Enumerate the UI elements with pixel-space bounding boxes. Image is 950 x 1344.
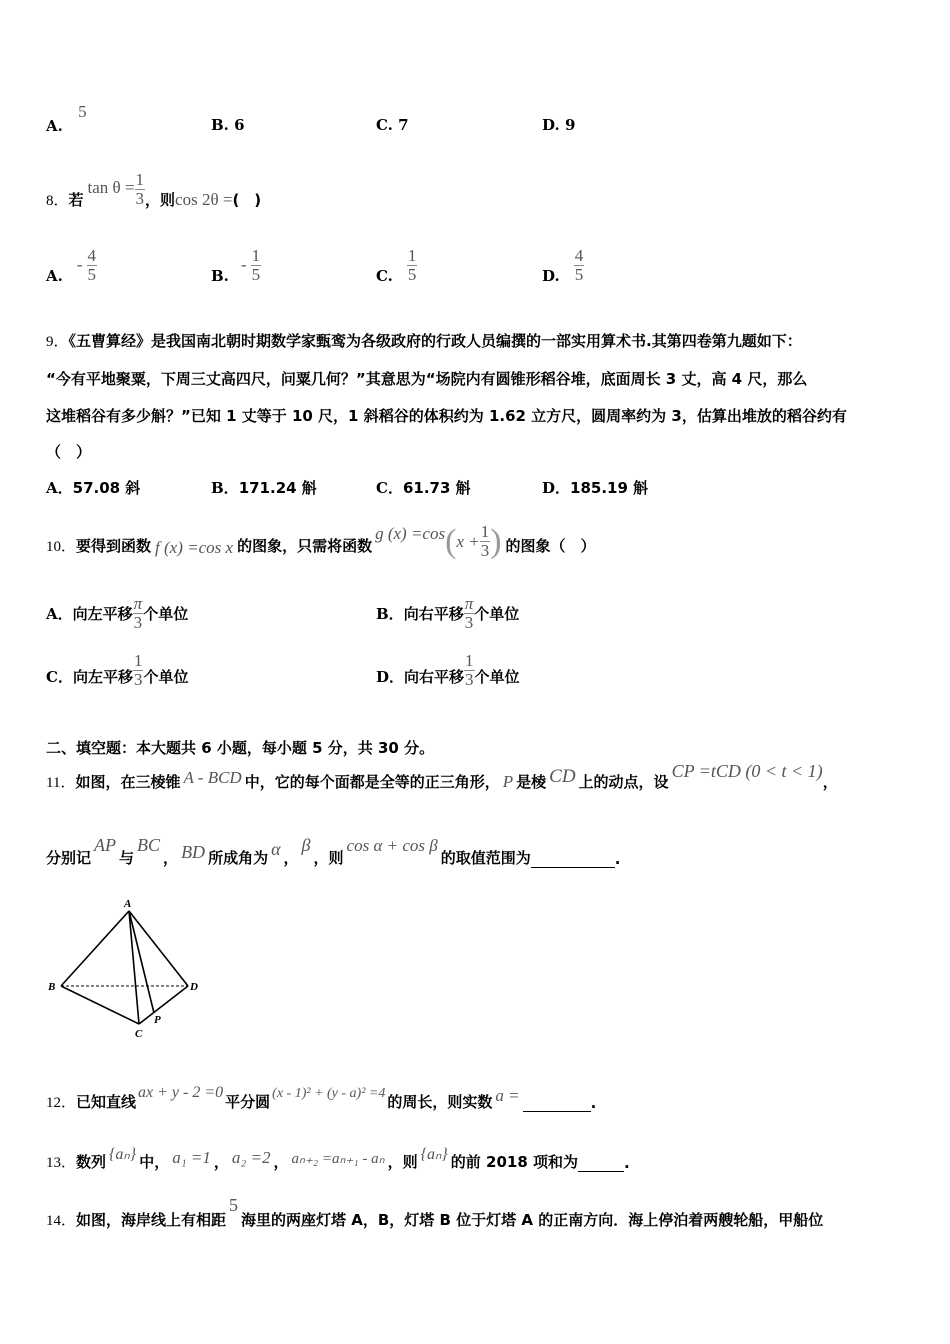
question-text: 分别记 xyxy=(46,849,92,867)
denominator: 5 xyxy=(251,264,261,284)
question-text: ，则 xyxy=(387,1153,418,1171)
denominator: 5 xyxy=(407,264,417,284)
option-label: B． xyxy=(376,605,404,623)
denominator: 5 xyxy=(87,264,97,284)
question-11-line-1 xyxy=(46,760,838,792)
denominator: 3 xyxy=(465,670,474,689)
right-paren: ) xyxy=(490,523,502,560)
math-text: CD xyxy=(549,766,576,787)
option-label: A. xyxy=(46,267,63,285)
option-label: D． xyxy=(376,668,405,686)
question-number: 9． xyxy=(46,334,69,350)
question-text: 中，它的每个面都是全等的正三角形， xyxy=(244,773,500,791)
option-value: 185.19 斛 xyxy=(570,479,649,497)
question-text: ， xyxy=(822,773,838,791)
answer-bracket: ( ) xyxy=(232,191,262,209)
question-9-line-3: 这堆稻谷有多少斛？”已知 1 丈等于 10 尺，1 斜稻谷的体积约为 1.62 立方尺，圆周率约为 3，估算出堆放的稻谷约有 xyxy=(46,407,847,425)
math-text: cos 2θ = xyxy=(175,190,233,209)
math-text: cos α + cos β xyxy=(346,836,438,855)
question-text: ， xyxy=(213,1153,229,1171)
math-text: a₁ =1 xyxy=(172,1148,211,1167)
fraction xyxy=(464,595,475,632)
question-text: 与 xyxy=(119,849,135,867)
math-text: P xyxy=(502,772,514,791)
answer-blank[interactable] xyxy=(531,853,615,868)
q9-option-b xyxy=(211,477,317,498)
option-value: 57.08 斜 xyxy=(72,479,141,497)
question-text: 的图象，只需将函数 xyxy=(237,537,373,555)
math-text: aₙ₊₂ =aₙ₊₁ - aₙ xyxy=(291,1151,385,1167)
numerator: 1 xyxy=(135,170,145,189)
direction: 向右平移 xyxy=(404,668,465,686)
question-text: ， xyxy=(283,849,299,867)
unit: 个单位 xyxy=(474,668,520,686)
fraction xyxy=(407,247,418,284)
question-text: 《五曹算经》是我国南北朝时期数学家甄鸾为各级政府的行政人员编撰的一部实用算术书.其第四卷第九题如下： xyxy=(68,332,802,350)
option-label: B. xyxy=(211,116,229,134)
answer-blank[interactable] xyxy=(578,1157,624,1172)
question-text: 要得到函数 xyxy=(76,537,152,555)
vertex-label-a: A xyxy=(124,898,132,910)
q7-option-b xyxy=(211,116,245,134)
question-text: 的前 2018 项和为 xyxy=(450,1153,578,1171)
section-heading: 二、填空题：本大题共 6 小题，每小题 5 分，共 30 分。 xyxy=(46,739,435,757)
answer-blank[interactable] xyxy=(523,1097,591,1112)
question-9-line-1 xyxy=(46,330,802,351)
option-label: A. xyxy=(46,117,63,135)
numerator: π xyxy=(464,594,474,613)
option-label: A． xyxy=(46,479,73,497)
q7-option-c xyxy=(376,116,409,134)
option-label: D. xyxy=(542,116,560,134)
option-label: C. xyxy=(376,267,393,285)
question-number: 12． xyxy=(46,1095,77,1111)
question-number: 11． xyxy=(46,775,76,791)
denominator: 3 xyxy=(464,613,474,632)
question-text: 如图，在三棱锥 xyxy=(75,773,181,791)
sign: - xyxy=(240,255,247,274)
question-8 xyxy=(46,160,261,210)
math-text: α xyxy=(271,839,281,859)
option-label: C． xyxy=(376,479,403,497)
q8-option-c xyxy=(376,245,417,285)
question-text: ， xyxy=(163,849,179,867)
question-text: ， xyxy=(273,1153,289,1171)
question-number: 14． xyxy=(46,1213,77,1229)
question-number: 8． xyxy=(46,193,69,209)
q7-option-d xyxy=(542,116,575,134)
q8-option-b xyxy=(211,245,261,285)
option-label: D. xyxy=(542,267,560,285)
fraction xyxy=(133,595,144,632)
option-label: B． xyxy=(211,479,239,497)
option-label: A． xyxy=(46,605,73,623)
question-11-line-2 xyxy=(46,834,620,868)
q10-option-c xyxy=(46,652,188,689)
direction: 向右平移 xyxy=(403,605,464,623)
q8-option-d xyxy=(542,245,584,285)
option-label: C． xyxy=(46,668,73,686)
answer-bracket: （ ） xyxy=(46,443,92,461)
option-value: 9 xyxy=(564,116,576,134)
numerator: 4 xyxy=(574,245,584,265)
denominator: 3 xyxy=(133,670,143,689)
question-text: 的周长，则实数 xyxy=(387,1093,493,1111)
question-text: . xyxy=(590,1094,597,1112)
q10-option-d xyxy=(376,652,520,689)
denominator: 3 xyxy=(135,189,145,208)
q8-option-a xyxy=(46,245,97,285)
numerator: 1 xyxy=(251,245,261,265)
fraction xyxy=(480,523,491,560)
question-text: . xyxy=(623,1154,630,1172)
fraction xyxy=(133,652,144,689)
denominator: 5 xyxy=(574,264,584,284)
vertex-label-b: B xyxy=(48,981,56,993)
question-9-line-2: “今有平地聚粟，下周三丈高四尺，问粟几何？”其意思为“场院内有圆锥形稻谷堆，底面周长 3 丈，高 4 尺，那么 xyxy=(46,370,808,388)
question-text: 的图象（ ） xyxy=(505,537,596,555)
fraction xyxy=(464,652,475,689)
option-value: 5 xyxy=(78,102,87,121)
unit: 个单位 xyxy=(143,605,189,623)
option-value: 171.24 斛 xyxy=(238,479,317,497)
option-value: 7 xyxy=(398,116,409,134)
question-text: ，则 xyxy=(145,191,176,209)
question-14 xyxy=(46,1196,823,1230)
vertex-label-d: D xyxy=(190,981,198,993)
question-text: 如图，海岸线上有相距 xyxy=(76,1211,227,1229)
option-label: D． xyxy=(542,479,571,497)
tan-fraction xyxy=(135,171,146,208)
question-text: 数列 xyxy=(76,1153,107,1171)
fraction xyxy=(574,247,585,284)
sign: - xyxy=(76,255,83,274)
q9-option-a xyxy=(46,477,140,498)
question-12 xyxy=(46,1078,596,1112)
question-text: ，则 xyxy=(313,849,344,867)
fraction xyxy=(251,247,262,284)
math-text: a = xyxy=(495,1086,520,1105)
tetrahedron-figure xyxy=(40,895,220,1045)
math-f-expression: f (x) =cos x xyxy=(155,538,234,557)
math-text: a₂ =2 xyxy=(231,1148,271,1167)
unit: 个单位 xyxy=(143,668,189,686)
q9-option-d xyxy=(542,477,648,498)
question-text: 所成角为 xyxy=(208,849,269,867)
numerator: 1 xyxy=(465,651,474,670)
numerator: 1 xyxy=(407,245,417,265)
math-text: CP =tCD (0 < t < 1) xyxy=(671,761,823,781)
math-text: tan θ = xyxy=(87,178,135,197)
q7-option-a xyxy=(46,102,87,136)
vertex-label-c: C xyxy=(135,1028,143,1040)
question-text: 中， xyxy=(139,1153,170,1171)
math-text: (x - 1)² + (y - a)² =4 xyxy=(272,1086,386,1101)
option-value: 6 xyxy=(234,116,245,134)
question-text: 平分圆 xyxy=(225,1093,271,1111)
question-text: 若 xyxy=(68,191,84,209)
math-text: BC xyxy=(137,835,161,855)
question-text: 是棱 xyxy=(516,773,547,791)
q10-option-a xyxy=(46,595,188,632)
math-text: {aₙ} xyxy=(420,1146,448,1163)
q9-option-c xyxy=(376,477,471,498)
direction: 向左平移 xyxy=(72,605,133,623)
math-text: BD xyxy=(181,842,206,862)
unit: 个单位 xyxy=(474,605,520,623)
math-text: x + xyxy=(456,532,480,551)
numerator: π xyxy=(133,594,143,613)
numerator: 4 xyxy=(87,245,97,265)
math-text: 5 xyxy=(229,1195,239,1215)
point-label-p: P xyxy=(154,1014,161,1026)
numerator: 1 xyxy=(480,522,490,541)
option-label: B. xyxy=(211,267,229,285)
denominator: 3 xyxy=(133,613,143,632)
question-number: 13． xyxy=(46,1155,77,1171)
option-value: 61.73 斛 xyxy=(402,479,471,497)
fraction xyxy=(87,247,98,284)
math-text: ax + y - 2 =0 xyxy=(138,1084,224,1101)
left-paren: ( xyxy=(445,523,457,560)
direction: 向左平移 xyxy=(72,668,133,686)
q10-option-b xyxy=(376,595,519,632)
option-label: C. xyxy=(376,116,393,134)
math-g-expression: g (x) =cos xyxy=(375,524,446,543)
question-number: 10． xyxy=(46,539,77,555)
question-text: 上的动点，设 xyxy=(578,773,669,791)
tan-expression xyxy=(88,178,135,198)
math-text: β xyxy=(301,835,311,855)
question-10 xyxy=(46,512,596,562)
question-text: 已知直线 xyxy=(76,1093,137,1111)
numerator: 1 xyxy=(133,651,143,670)
denominator: 3 xyxy=(480,541,490,560)
question-text: 海里的两座灯塔 A，B，灯塔 B 位于灯塔 A 的正南方向．海上停泊着两艘轮船，甲船位 xyxy=(241,1211,824,1229)
question-text: . xyxy=(614,850,621,868)
math-text: {aₙ} xyxy=(109,1146,137,1163)
question-text: 的取值范围为 xyxy=(440,849,531,867)
math-text: A - BCD xyxy=(183,768,242,787)
question-13 xyxy=(46,1138,630,1172)
math-text: AP xyxy=(94,835,117,855)
